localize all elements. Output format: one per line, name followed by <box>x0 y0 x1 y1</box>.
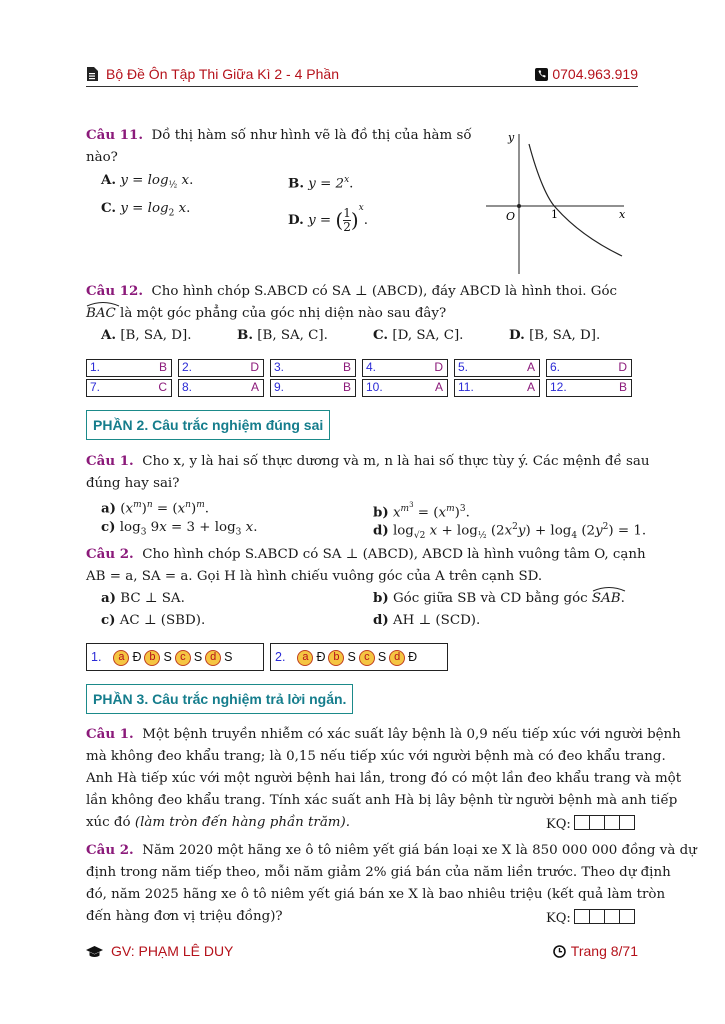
p3c2-number: Câu 2. <box>86 842 134 858</box>
answer-cell <box>454 379 540 397</box>
answer-value: C <box>158 380 167 394</box>
p3c2-line4: đến hàng đơn vị triệu đồng)? <box>86 909 283 924</box>
p3c1-line3: Anh Hà tiếp xúc với một người bệnh hai lần, trong đó có một lần đeo khẩu trang và một <box>86 771 682 786</box>
option-key: C. <box>101 200 117 216</box>
p2c2-line1 <box>86 544 646 565</box>
p2c2-a[interactable] <box>101 588 185 609</box>
p2c1-line1 <box>86 451 649 472</box>
answer-value: A <box>526 360 535 374</box>
tf-number: 1. <box>91 650 102 664</box>
option-key: C. <box>373 327 389 343</box>
item-key: a) <box>101 590 117 606</box>
q12-option-a[interactable] <box>101 325 191 346</box>
answer-number: 7. <box>90 380 101 394</box>
answer-value: B <box>158 360 167 374</box>
y-label: y <box>508 131 515 144</box>
answer-value: B <box>618 380 627 394</box>
p3c1-kq[interactable] <box>546 815 635 832</box>
q11-option-a[interactable]: A. $y = \log_{\frac{1}{2}} x$. <box>101 172 194 191</box>
answer-number: 1. <box>90 360 101 374</box>
angle-sab: SAB <box>592 588 621 609</box>
item-key: b) <box>373 590 389 606</box>
answer-number: 12. <box>550 380 567 394</box>
p3c1-number: Câu 1. <box>86 726 134 742</box>
origin-dot <box>517 204 521 208</box>
kq-label: KQ: <box>546 911 571 926</box>
option-key: A. <box>101 172 117 188</box>
answer-value: D <box>618 360 627 374</box>
p3c2-kq[interactable] <box>546 909 635 926</box>
q12-option-b[interactable] <box>237 325 328 346</box>
kq-label: KQ: <box>546 817 571 832</box>
tf-choice-circle[interactable]: c <box>175 650 191 666</box>
item-key: d) <box>373 522 389 539</box>
answer-value: A <box>434 380 443 394</box>
answer-cell <box>546 379 632 397</box>
document-icon <box>86 67 98 81</box>
option-value: y = log <box>120 173 169 188</box>
answer-value: B <box>342 380 351 394</box>
answer-value: D <box>250 360 259 374</box>
item-text: Góc giữa SB và CD bằng góc <box>392 591 588 606</box>
kq-box[interactable] <box>604 909 620 924</box>
option-value: y = <box>308 213 332 228</box>
answer-number: 9. <box>274 380 285 394</box>
answer-cell <box>270 359 356 377</box>
x-label: x <box>619 208 626 221</box>
footer-page <box>553 943 638 959</box>
kq-box[interactable] <box>574 815 590 830</box>
q11-option-d[interactable]: D. y = ( $\frac{1}{2}$ )$^x$. <box>288 203 368 234</box>
q11-option-b[interactable]: B. $y = 2^x$. <box>288 175 354 192</box>
p2c2-number: Câu 2. <box>86 546 134 562</box>
kq-box[interactable] <box>589 909 605 924</box>
option-value: [B, SA, C]. <box>257 328 328 343</box>
q12-number: Câu 12. <box>86 283 144 299</box>
p2c1-a[interactable]: a) $(x^m)^n = (x^n)^m$. <box>101 500 210 517</box>
q11-line1 <box>86 125 472 146</box>
item-key: d) <box>373 612 389 628</box>
answer-cell <box>270 379 356 397</box>
item-key: c) <box>101 519 116 535</box>
angle-label: BAC <box>86 306 116 321</box>
header-phone-wrap <box>535 66 638 82</box>
p2c1-number: Câu 1. <box>86 453 134 469</box>
item-text: AH ⊥ (SCD). <box>392 613 481 628</box>
tf-value: S <box>377 650 387 664</box>
q12-text2: là một góc phẳng của góc nhị diện nào sau đây? <box>120 306 447 321</box>
p3c1-text: Một bệnh truyền nhiễm có xác suất lây bệnh là 0,9 nếu tiếp xúc với người bệnh <box>142 727 681 742</box>
answer-cell <box>86 359 172 377</box>
option-key: B. <box>288 175 304 192</box>
p3c2-line2: định trong năm tiếp theo, mỗi năm giảm 2% giá bán của năm liền trước. Theo dự định <box>86 865 671 880</box>
q11-number: Câu 11. <box>86 127 144 143</box>
tf-choice-circle[interactable]: d <box>389 650 405 666</box>
part3-title: PHẦN 3. Câu trắc nghiệm trả lời ngắn. <box>86 684 353 714</box>
tf-value: Đ <box>132 650 142 664</box>
p2c1-c[interactable]: c) $\log_3 9x = 3 + \log_3 x$. <box>101 519 258 538</box>
p2c1-b[interactable]: b) $x^{m^3} = (x^m)^3$. <box>373 501 470 521</box>
option-value: [B, SA, D]. <box>120 328 192 343</box>
p2c2-c[interactable] <box>101 610 205 631</box>
option-value: y = log <box>120 201 169 216</box>
kq-box[interactable] <box>589 815 605 830</box>
item-key: a) <box>101 500 117 517</box>
graduation-cap-icon <box>86 946 103 958</box>
kq-box[interactable] <box>619 815 635 830</box>
option-value: [D, SA, C]. <box>392 328 464 343</box>
p3c1-line1 <box>86 724 681 745</box>
answer-number: 6. <box>550 360 561 374</box>
p3c2-line3: đó, năm 2025 hãng xe ô tô niêm yết giá bán xe X là bao nhiêu triệu (kết quả làm tròn <box>86 887 666 902</box>
header-phone: 0704.963.919 <box>552 66 638 82</box>
p3c2-text: Năm 2020 một hãng xe ô tô niêm yết giá bán loại xe X là 850 000 000 đồng và dự <box>142 843 697 858</box>
tf-value: Đ <box>316 650 326 664</box>
item-key: c) <box>101 612 116 628</box>
p2c2-b[interactable]: b) Góc giữa SB và CD bằng góc SAB. <box>373 588 625 609</box>
p2c1-d[interactable]: d) $\log_{√2} x + \log_{\frac{1}{2}} (2x^2y) + \log_4 (2y^2) = 1$. <box>373 522 647 542</box>
option-key: D. <box>509 327 525 343</box>
q12-option-c[interactable] <box>373 325 463 346</box>
option-key: B. <box>237 327 253 343</box>
tf-value: S <box>163 650 172 664</box>
option-value: [B, SA, D]. <box>529 328 601 343</box>
option-key: A. <box>101 327 117 343</box>
angle-bac <box>86 303 116 324</box>
footer-teacher <box>86 943 233 959</box>
q11-text1: Dồ thị hàm số như hình vẽ là đồ thị của hàm số <box>151 128 472 143</box>
answer-number: 3. <box>274 360 285 374</box>
tf-box <box>86 643 264 671</box>
tf-choice-circle[interactable]: c <box>359 650 375 666</box>
p3c2-line1 <box>86 840 697 861</box>
one-label: 1 <box>551 208 558 221</box>
answer-cell <box>546 359 632 377</box>
answer-cell <box>362 379 448 397</box>
tf-choice-circle[interactable]: b <box>328 650 344 666</box>
phone-icon <box>535 68 548 81</box>
tf-value: S <box>224 650 233 664</box>
p3c1-line2: mà không đeo khẩu trang; là 0,15 nếu tiếp xúc với người bệnh mà có đeo khẩu trang. <box>86 749 666 764</box>
q12-text1: Cho hình chóp S.ABCD có SA ⊥ (ABCD), đáy ABCD là hình thoi. Góc <box>151 284 618 299</box>
kq-box[interactable] <box>619 909 635 924</box>
answer-value: B <box>342 360 351 374</box>
q12-line2 <box>86 303 446 324</box>
answer-value: A <box>526 380 535 394</box>
header-title: Bộ Đề Ôn Tập Thi Giữa Kì 2 - 4 Phần <box>106 66 339 82</box>
p2c2-text1: Cho hình chóp S.ABCD có SA ⊥ (ABCD), ABCD là hình vuông tâm O, cạnh <box>142 547 646 562</box>
q12-line1 <box>86 281 617 302</box>
answer-cell <box>178 359 264 377</box>
page-header <box>86 66 638 87</box>
item-text: BC ⊥ SA. <box>120 591 185 606</box>
page-number: Trang 8/71 <box>570 943 638 959</box>
answer-number: 4. <box>366 360 377 374</box>
q11-option-c[interactable]: C. $y = \log_2 x$. <box>101 200 191 219</box>
p2c1-text2: đúng hay sai? <box>86 476 180 491</box>
p3c1-line4: lần không đeo khẩu trang. Tính xác suất anh Hà bị lây bệnh từ người bệnh mà anh tiếp <box>86 793 678 808</box>
item-key: b) <box>373 504 389 521</box>
item-text: AC ⊥ (SBD). <box>119 613 206 628</box>
answer-number: 8. <box>182 380 193 394</box>
q12-option-d[interactable] <box>509 325 600 346</box>
curve <box>529 144 622 256</box>
option-key: D. <box>288 212 304 228</box>
answer-cell <box>86 379 172 397</box>
p2c2-d[interactable] <box>373 610 480 631</box>
p3c1-text5: xúc đó <box>86 815 131 830</box>
answer-number: 11. <box>458 380 474 394</box>
part2-title: PHẦN 2. Câu trắc nghiệm đúng sai <box>86 410 330 440</box>
answer-number: 5. <box>458 360 469 374</box>
answer-number: 10. <box>366 380 383 394</box>
p3c1-note: (làm tròn đến hàng phần trăm). <box>134 815 350 830</box>
origin-label: O <box>506 210 516 223</box>
header-title-wrap <box>86 66 339 82</box>
tf-choice-circle[interactable]: a <box>113 650 129 666</box>
tf-number: 2. <box>275 650 286 664</box>
tf-choice-circle[interactable]: d <box>205 650 221 666</box>
q11-graph <box>480 128 630 276</box>
answer-number: 2. <box>182 360 193 374</box>
tf-value: Đ <box>408 650 418 664</box>
p2c2-text2: AB = a, SA = a. Gọi H là hình chiếu vuông góc của A trên cạnh SD. <box>86 569 543 584</box>
teacher-name: GV: PHẠM LÊ DUY <box>111 943 234 959</box>
option-value: y = 2 <box>308 176 345 192</box>
tf-choice-circle[interactable]: a <box>297 650 313 666</box>
p3c1-line5 <box>86 812 350 833</box>
answer-value: A <box>250 380 259 394</box>
tf-box <box>270 643 448 671</box>
q11-text2: nào? <box>86 150 118 165</box>
answer-value: D <box>434 360 443 374</box>
p2c1-text1: Cho x, y là hai số thực dương và m, n là hai số thực tùy ý. Các mệnh đề sau <box>142 454 650 469</box>
answer-cell <box>178 379 264 397</box>
kq-box[interactable] <box>604 815 620 830</box>
tf-value: S <box>193 650 203 664</box>
answer-cell <box>454 359 540 377</box>
tf-value: S <box>347 650 356 664</box>
tf-choice-circle[interactable]: b <box>144 650 160 666</box>
clock-icon <box>553 945 566 958</box>
answer-cell <box>362 359 448 377</box>
kq-box[interactable] <box>574 909 590 924</box>
